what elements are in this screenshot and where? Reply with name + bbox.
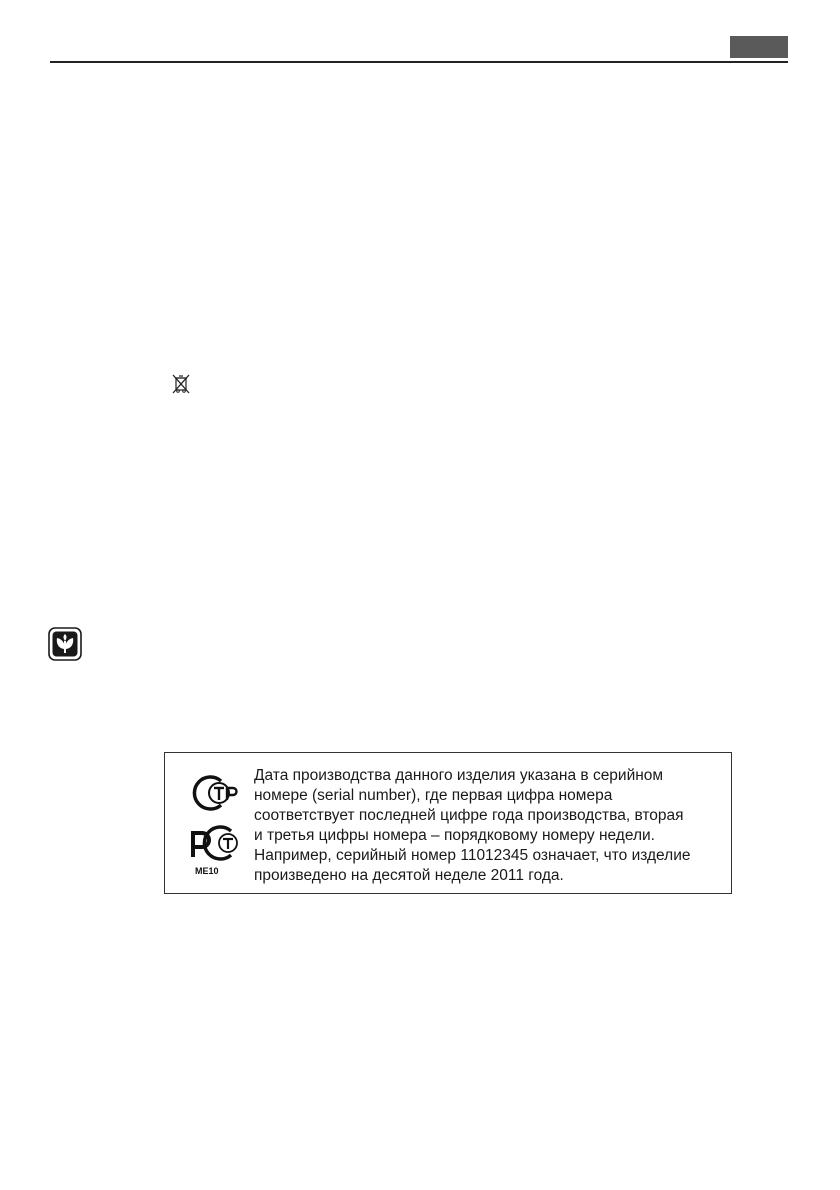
environment-leaf-icon xyxy=(48,627,82,661)
production-date-text: Дата производства данного изделия указана в серийном номере (serial number), где первая цифра номера соответствует последней цифре года производства, вторая и третья цифры номера – порядковому номеру недели. Например, серийный номер 11012345 означает, что изделие произведено на десятой неделе 2011 года. xyxy=(254,767,691,884)
certification-code: ME10 xyxy=(195,866,219,876)
production-date-notice xyxy=(164,752,732,894)
eac-certification-mark-icon xyxy=(187,773,243,813)
crossed-out-wheelie-bin-icon xyxy=(172,374,190,394)
header-language-tab xyxy=(730,36,788,58)
header-rule xyxy=(50,61,788,63)
pct-certification-mark-icon xyxy=(185,823,243,863)
